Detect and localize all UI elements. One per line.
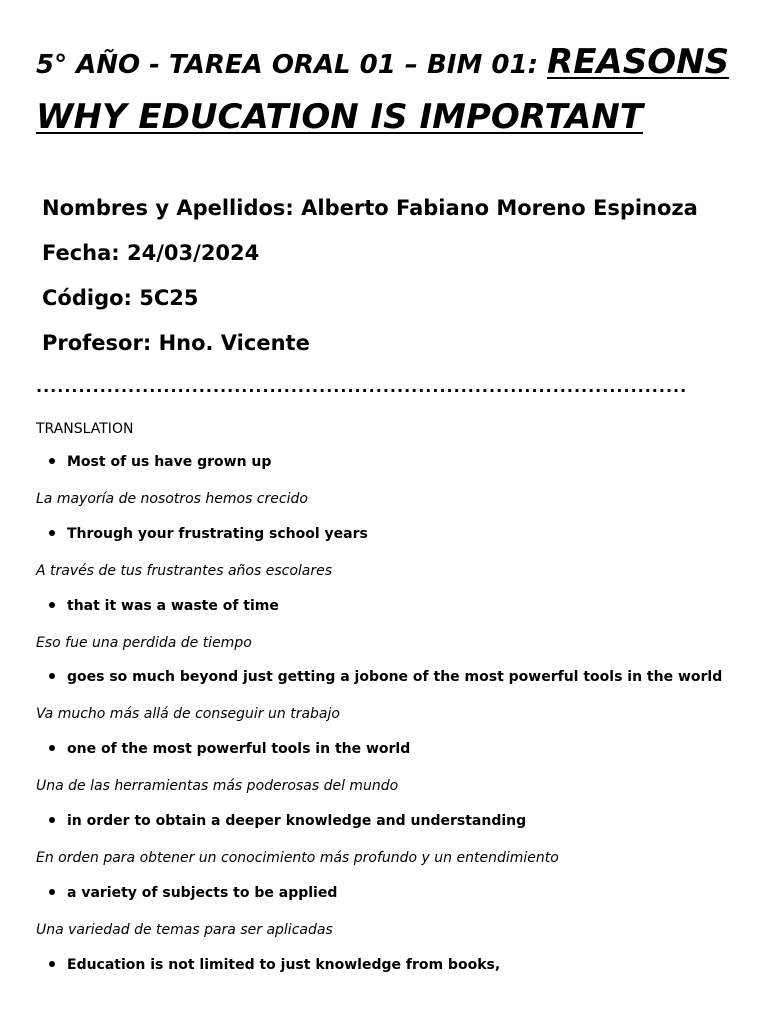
english-text: a variety of subjects to be applied (67, 884, 338, 901)
english-text: in order to obtain a deeper knowledge and understanding (67, 812, 527, 829)
list-item (36, 735, 736, 807)
english-phrase (36, 811, 526, 831)
list-item (36, 448, 736, 520)
list-item (36, 951, 736, 1023)
spanish-translation: A través de tus frustrantes años escolares (36, 562, 333, 579)
translation-list (36, 448, 736, 1022)
english-text: that it was a waste of time (67, 597, 279, 614)
list-item (36, 663, 736, 735)
english-phrase (36, 524, 368, 544)
info-row-teacher (42, 321, 698, 366)
english-phrase (36, 667, 722, 687)
list-item (36, 520, 736, 592)
student-info (42, 186, 698, 366)
bullet-icon (49, 745, 55, 751)
spanish-translation: Eso fue una perdida de tiempo (36, 634, 252, 651)
info-label: Código: (42, 286, 132, 310)
info-label: Profesor: (42, 331, 152, 355)
title-emphasis: REASONS WHY EDUCATION IS IMPORTANT (36, 42, 730, 137)
bullet-icon (49, 530, 55, 536)
document-title (36, 36, 736, 143)
list-item (36, 807, 736, 879)
info-value: Hno. Vicente (158, 331, 310, 355)
title-prefix: 5° AÑO - TAREA ORAL 01 – BIM 01: (36, 50, 548, 80)
english-text: Most of us have grown up (67, 454, 272, 470)
english-phrase (36, 955, 500, 975)
section-label: TRANSLATION (36, 421, 134, 437)
english-phrase (36, 596, 279, 616)
spanish-translation: Una de las herramientas más poderosas del mundo (36, 778, 399, 795)
spanish-translation: En orden para obtener un conocimiento más profundo y un entendimiento (36, 849, 559, 866)
english-phrase (36, 883, 337, 903)
bullet-icon (49, 889, 55, 895)
english-text: one of the most powerful tools in the world (67, 741, 411, 758)
info-value: 5C25 (139, 286, 199, 310)
english-text: Education is not limited to just knowledge from books, (67, 956, 501, 973)
english-phrase (36, 452, 271, 472)
bullet-icon (49, 817, 55, 823)
info-label: Nombres y Apellidos: (42, 196, 294, 220)
info-row-date (42, 231, 698, 276)
dotted-separator: ............................................................................................ (36, 377, 688, 396)
info-row-name (42, 186, 698, 231)
spanish-translation: La mayoría de nosotros hemos crecido (36, 491, 308, 507)
bullet-icon (49, 961, 55, 967)
info-row-code (42, 276, 698, 321)
spanish-translation: Una variedad de temas para ser aplicadas (36, 921, 333, 938)
english-text: Through your frustrating school years (67, 525, 368, 542)
info-value: Alberto Fabiano Moreno Espinoza (301, 196, 698, 220)
bullet-icon (49, 458, 55, 464)
list-item (36, 592, 736, 664)
english-phrase (36, 739, 410, 759)
bullet-icon (49, 602, 55, 608)
english-text: goes so much beyond just getting a jobone of the most powerful tools in the world (67, 669, 723, 686)
info-value: 24/03/2024 (127, 241, 260, 265)
list-item (36, 879, 736, 951)
info-label: Fecha: (42, 241, 120, 265)
spanish-translation: Va mucho más allá de conseguir un trabajo (36, 706, 340, 723)
bullet-icon (49, 673, 55, 679)
